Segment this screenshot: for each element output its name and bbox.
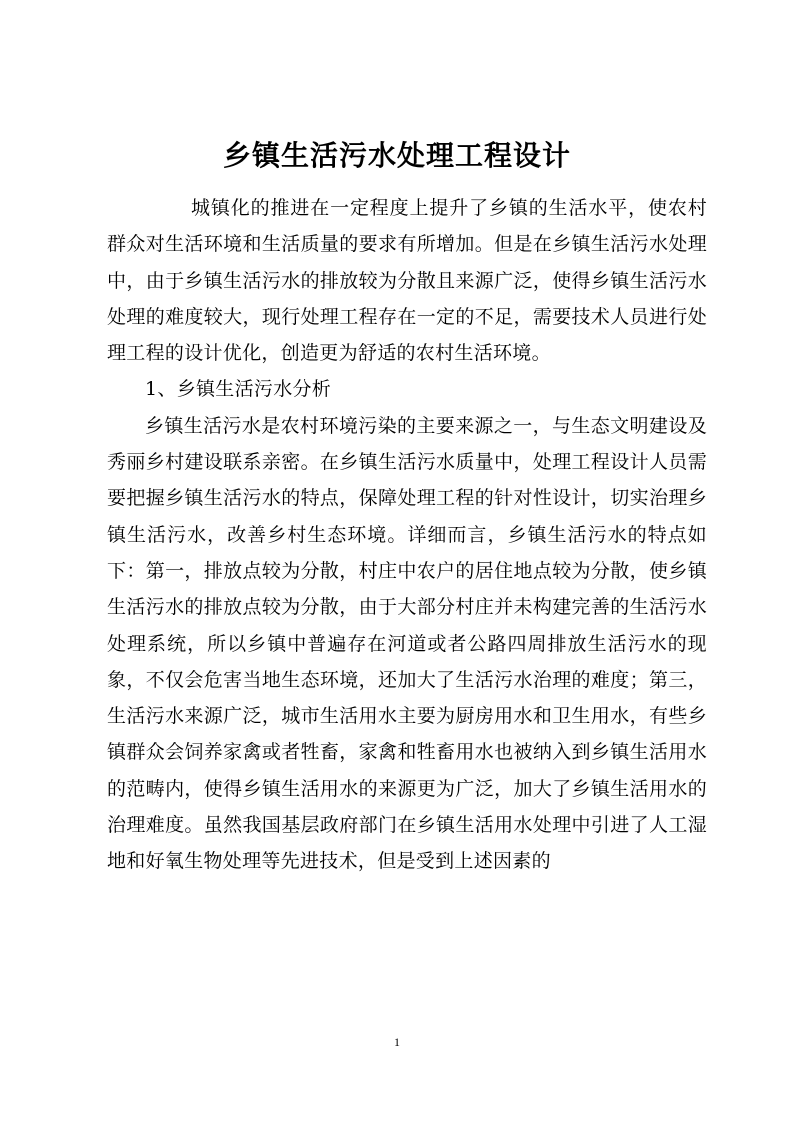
body-paragraph: 乡镇生活污水是农村环境污染的主要来源之一，与生态文明建设及秀丽乡村建设联系亲密。在乡镇生活污水质量中，处理工程设计人员需要把握乡镇生活污水的特点，保障处理工程的针对性设计，切实治理乡镇生活污水，改善乡村生态环境。详细而言，乡镇生活污水的特点如下：第一，排放点较为分散，村庄中农户的居住地点较为分散，使乡镇生活污水的排放点较为分散，由于大部分村庄并未构建完善的生活污水处理系统，所以乡镇中普遍存在河道或者公路四周排放生活污水的现象，不仅会危害当地生态环境，还加大了生活污水治理的难度；第三，生活污水来源广泛，城市生活用水主要为厨房用水和卫生用水，有些乡镇群众会饲养家禽或者牲畜，家禽和牲畜用水也被纳入到乡镇生活用水的范畴内，使得乡镇生活用水的来源更为广泛，加大了乡镇生活用水的治理难度。虽然我国基层政府部门在乡镇生活用水处理中引进了人工湿地和好氧生物处理等先进技术，但是受到上述因素的 xyxy=(107,414,707,873)
page-number: 1 xyxy=(394,1035,400,1049)
section-heading: 1、乡镇生活污水分析 xyxy=(145,378,332,401)
intro-paragraph: 城镇化的推进在一定程度上提升了乡镇的生活水平，使农村群众对生活环境和生活质量的要求有所增加。但是在乡镇生活污水处理中，由于乡镇生活污水的排放较为分散且来源广泛，使得乡镇生活污水处理的难度较大，现行处理工程存在一定的不足，需要技术人员进行处理工程的设计优化，创造更为舒适的农村生活环境。 xyxy=(107,197,707,365)
document-title: 乡镇生活污水处理工程设计 xyxy=(222,139,571,172)
document-body xyxy=(107,190,707,880)
